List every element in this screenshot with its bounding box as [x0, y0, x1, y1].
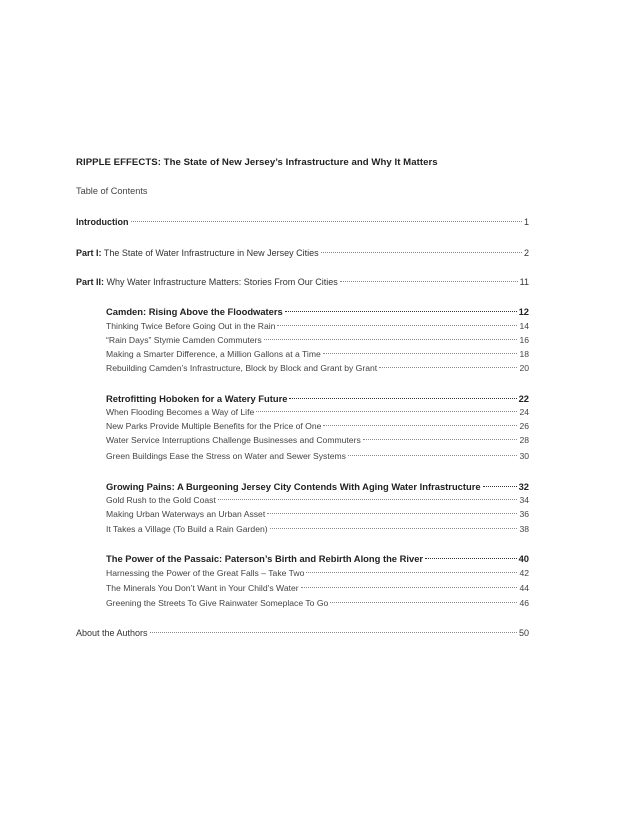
- toc-item-title: The Minerals You Don’t Want in Your Child’s Water: [106, 583, 299, 593]
- toc-section-hoboken[interactable]: [106, 392, 529, 405]
- toc-item-title: Rebuilding Camden’s Infrastructure, Block by Block and Grant by Grant: [106, 363, 378, 373]
- toc-item[interactable]: [106, 362, 529, 375]
- toc-page-number: 24: [519, 407, 529, 417]
- toc-item-title: Water Service Interruptions Challenge Businesses and Commuters: [106, 435, 361, 445]
- toc-item[interactable]: [106, 597, 529, 610]
- dot-leader: [306, 572, 517, 573]
- toc-item-title: Making a Smarter Difference, a Million Gallons at a Time: [106, 349, 321, 359]
- toc-item[interactable]: [106, 434, 529, 447]
- toc-item-title: Green Buildings Ease the Stress on Water and Sewer Systems: [106, 451, 346, 461]
- toc-page-number: 20: [519, 363, 529, 373]
- toc-section-camden[interactable]: [106, 305, 529, 318]
- toc-item-title: Thinking Twice Before Going Out in the Rain: [106, 321, 276, 331]
- toc-item[interactable]: [106, 582, 529, 595]
- dot-leader: [264, 339, 518, 340]
- toc-page-number: 26: [519, 421, 529, 431]
- dot-leader: [330, 602, 517, 603]
- toc-page-number: 32: [518, 481, 529, 492]
- toc-page-number: 16: [519, 335, 529, 345]
- toc-item[interactable]: [106, 320, 529, 333]
- toc-item-title: When Flooding Becomes a Way of Life: [106, 407, 255, 417]
- dot-leader: [321, 252, 522, 253]
- toc-page-number: 40: [518, 553, 529, 564]
- toc-page-number: 30: [519, 451, 529, 461]
- toc-section-paterson[interactable]: [106, 552, 529, 565]
- toc-page-number: 50: [518, 628, 529, 638]
- toc-page-number: 28: [519, 435, 529, 445]
- dot-leader: [483, 486, 517, 487]
- toc-item[interactable]: [106, 494, 529, 507]
- toc-item[interactable]: [106, 523, 529, 536]
- document-title: RIPPLE EFFECTS: The State of New Jersey’s Infrastructure and Why It Matters: [76, 157, 438, 168]
- dot-leader: [218, 499, 518, 500]
- toc-entry-title: Introduction: [76, 217, 129, 227]
- dot-leader: [270, 528, 518, 529]
- toc-page-number: 2: [523, 248, 529, 258]
- toc-entry-about-authors[interactable]: [76, 627, 529, 640]
- toc-section-title: The Power of the Passaic: Paterson’s Birth and Rebirth Along the River: [106, 553, 424, 564]
- toc-page-number: 12: [518, 306, 529, 317]
- dot-leader: [348, 455, 517, 456]
- toc-page-number: 1: [523, 217, 529, 227]
- toc-item[interactable]: [106, 450, 529, 463]
- toc-item[interactable]: [106, 508, 529, 521]
- toc-item-title: It Takes a Village (To Build a Rain Garden): [106, 524, 268, 534]
- dot-leader: [340, 281, 518, 282]
- dot-leader: [363, 439, 518, 440]
- toc-entry-introduction[interactable]: [76, 216, 529, 229]
- toc-page-number: 44: [519, 583, 529, 593]
- toc-item-title: Greening the Streets To Give Rainwater Someplace To Go: [106, 598, 329, 608]
- toc-heading: Table of Contents: [76, 186, 148, 196]
- dot-leader: [256, 411, 517, 412]
- toc-entry-title: Why Water Infrastructure Matters: Stories From Our Cities: [104, 277, 338, 287]
- dot-leader: [267, 513, 517, 514]
- toc-item-title: “Rain Days” Stymie Camden Commuters: [106, 335, 262, 345]
- toc-section-title: Camden: Rising Above the Floodwaters: [106, 306, 283, 317]
- toc-item[interactable]: [106, 406, 529, 419]
- toc-page-number: 36: [519, 509, 529, 519]
- dot-leader: [301, 587, 518, 588]
- toc-entry-prefix: Part I:: [76, 248, 102, 258]
- dot-leader: [131, 221, 522, 222]
- toc-item-title: Gold Rush to the Gold Coast: [106, 495, 216, 505]
- dot-leader: [323, 425, 517, 426]
- toc-page-number: 14: [519, 321, 529, 331]
- dot-leader: [285, 311, 517, 312]
- dot-leader: [425, 558, 516, 559]
- toc-item[interactable]: [106, 334, 529, 347]
- dot-leader: [289, 398, 516, 399]
- toc-item[interactable]: [106, 348, 529, 361]
- toc-page-number: 11: [519, 277, 529, 287]
- toc-page-number: 46: [519, 598, 529, 608]
- toc-section-title: Retrofitting Hoboken for a Watery Future: [106, 393, 288, 404]
- toc-page-number: 38: [519, 524, 529, 534]
- dot-leader: [323, 353, 518, 354]
- dot-leader: [150, 632, 517, 633]
- toc-section-title: Growing Pains: A Burgeoning Jersey City Contends With Aging Water Infrastructure: [106, 481, 481, 492]
- toc-item-title: Making Urban Waterways an Urban Asset: [106, 509, 266, 519]
- toc-entry-part-2[interactable]: [76, 276, 529, 289]
- toc-page-number: 18: [519, 349, 529, 359]
- toc-entry-title: About the Authors: [76, 628, 148, 638]
- dot-leader: [379, 367, 517, 368]
- toc-entry-prefix: Part II:: [76, 277, 105, 287]
- toc-page-number: 22: [518, 393, 529, 404]
- toc-section-jersey-city[interactable]: [106, 480, 529, 493]
- toc-item[interactable]: [106, 420, 529, 433]
- toc-item-title: Harnessing the Power of the Great Falls – Take Two: [106, 568, 305, 578]
- dot-leader: [277, 325, 517, 326]
- toc-item[interactable]: [106, 567, 529, 580]
- toc-page-number: 34: [519, 495, 529, 505]
- toc-entry-part-1[interactable]: [76, 247, 529, 260]
- toc-item-title: New Parks Provide Multiple Benefits for the Price of One: [106, 421, 322, 431]
- toc-page-number: 42: [519, 568, 529, 578]
- toc-entry-title: The State of Water Infrastructure in New Jersey Cities: [101, 248, 319, 258]
